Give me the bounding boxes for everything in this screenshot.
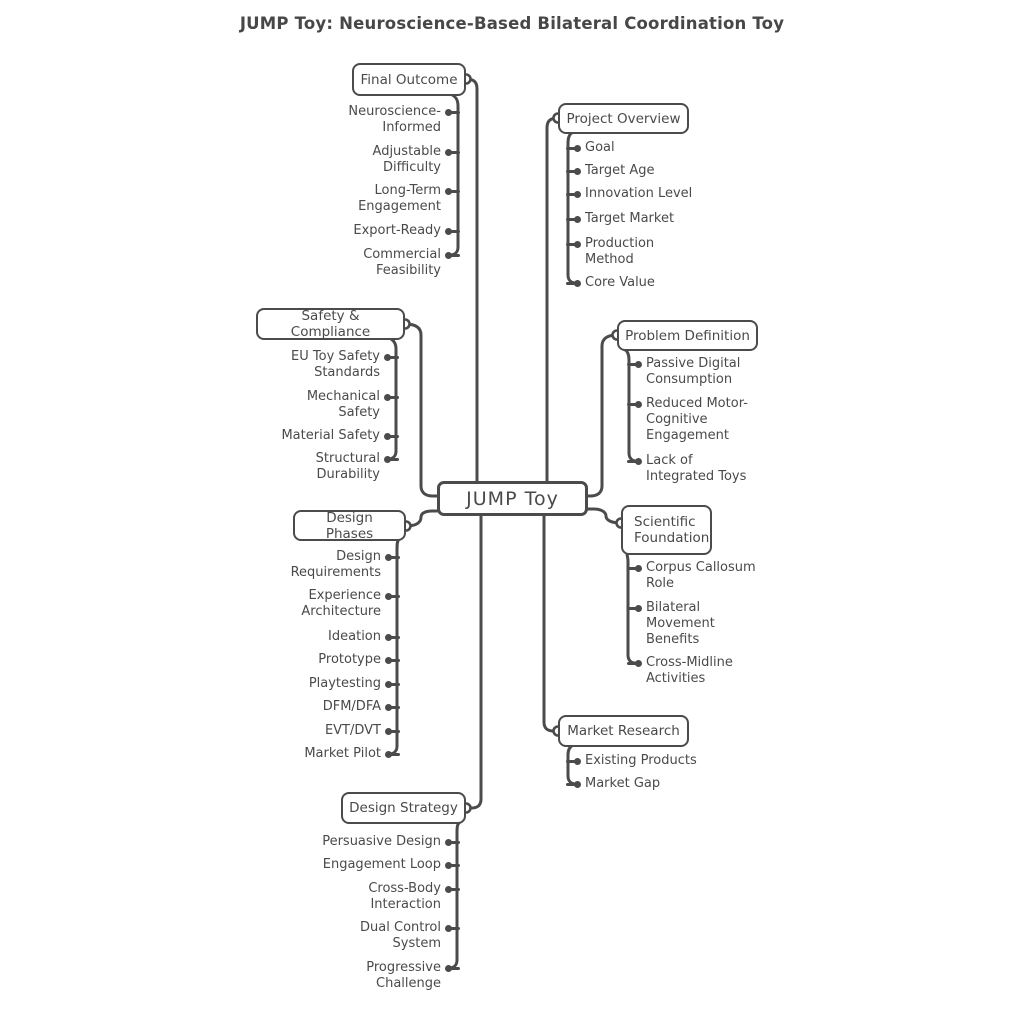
bullet-dot <box>566 193 577 196</box>
spine-market-research <box>568 745 576 784</box>
bullet-dot <box>566 243 577 246</box>
bullet-dot <box>449 230 460 233</box>
bullet-dot <box>449 190 460 193</box>
leaf-structural-durability[interactable]: Structural Durability <box>295 451 380 483</box>
leaf-playtesting[interactable]: Playtesting <box>309 676 381 692</box>
connector-design-strategy <box>466 516 481 808</box>
branch-design-phases[interactable] <box>293 510 406 541</box>
leaf-eu-toy-safety-standards[interactable]: EU Toy Safety Standards <box>280 349 380 381</box>
bullet-dot <box>449 864 460 867</box>
bullet-dot <box>627 403 638 406</box>
bullet-dot <box>449 841 460 844</box>
leaf-market-gap[interactable]: Market Gap <box>585 776 660 792</box>
leaf-prototype[interactable]: Prototype <box>318 652 381 668</box>
bullet-dot <box>449 151 460 154</box>
leaf-persuasive-design[interactable]: Persuasive Design <box>322 834 441 850</box>
bullet-dot <box>566 783 577 786</box>
leaf-goal[interactable]: Goal <box>585 140 615 156</box>
leaf-dfm-dfa[interactable]: DFM/DFA <box>323 699 381 715</box>
branch-problem-definition[interactable] <box>617 320 758 351</box>
branch-design-phases-label: Design Phases <box>325 509 374 542</box>
bullet-dot <box>388 435 399 438</box>
leaf-commercial-feasibility[interactable]: Commercial Feasibility <box>346 247 441 279</box>
leaf-mechanical-safety[interactable]: Mechanical Safety <box>290 389 380 421</box>
bullet-dot <box>449 927 460 930</box>
bullet-dot <box>389 730 400 733</box>
bullet-dot <box>389 636 400 639</box>
bullet-dot <box>627 607 638 610</box>
leaf-progressive-challenge[interactable]: Progressive Challenge <box>351 960 441 992</box>
leaf-lack-of-integrated-toys[interactable]: Lack of Integrated Toys <box>646 453 751 485</box>
branch-market-research-label: Market Research <box>567 723 680 739</box>
leaf-adjustable-difficulty[interactable]: Adjustable Difficulty <box>346 144 441 176</box>
leaf-bilateral-movement-benefits[interactable]: Bilateral Movement Benefits <box>646 600 726 648</box>
branch-project-overview[interactable] <box>558 103 689 134</box>
connector-market-research <box>544 516 558 731</box>
bullet-dot <box>388 356 399 359</box>
connector-project-overview <box>547 118 558 481</box>
spine-project-overview <box>568 132 576 283</box>
bullet-dot <box>566 147 577 150</box>
bullet-dot <box>627 662 638 665</box>
branch-market-research[interactable] <box>558 715 689 747</box>
leaf-target-age[interactable]: Target Age <box>585 163 655 179</box>
bullet-dot <box>566 760 577 763</box>
bullet-dot <box>388 396 399 399</box>
leaf-corpus-callosum-role[interactable]: Corpus Callosum Role <box>646 560 768 592</box>
bullet-dot <box>389 659 400 662</box>
bullet-dot <box>627 460 638 463</box>
branch-safety-compliance-label: Safety & Compliance <box>290 308 371 340</box>
node-jump-toy-label: JUMP Toy <box>466 487 559 510</box>
bullet-dot <box>389 556 400 559</box>
branch-safety-compliance[interactable] <box>256 308 405 340</box>
page-title: JUMP Toy: Neuroscience-Based Bilateral Coordination Toy <box>239 14 785 33</box>
bullet-dot <box>449 111 460 114</box>
bullet-dot <box>389 753 400 756</box>
branch-problem-definition-label: Problem Definition <box>625 327 750 344</box>
spine-design-phases <box>389 539 399 754</box>
leaf-evt-dvt[interactable]: EVT/DVT <box>325 723 381 739</box>
bullet-dot <box>389 595 400 598</box>
bullet-dot <box>566 218 577 221</box>
leaf-core-value[interactable]: Core Value <box>585 275 655 291</box>
connector-final-outcome <box>466 79 477 481</box>
node-jump-toy[interactable] <box>437 481 588 516</box>
leaf-design-requirements[interactable]: Design Requirements <box>276 549 381 581</box>
bullet-dot <box>449 888 460 891</box>
leaf-innovation-level[interactable]: Innovation Level <box>585 186 692 202</box>
leaf-long-term-engagement[interactable]: Long-Term Engagement <box>346 183 441 215</box>
leaf-dual-control-system[interactable]: Dual Control System <box>351 920 441 952</box>
connector-safety-compliance <box>405 324 437 496</box>
bullet-dot <box>449 967 460 970</box>
leaf-passive-digital-consumption[interactable]: Passive Digital Consumption <box>646 356 758 388</box>
leaf-material-safety[interactable]: Material Safety <box>281 428 380 444</box>
leaf-experience-architecture[interactable]: Experience Architecture <box>281 588 381 620</box>
bullet-dot <box>566 282 577 285</box>
branch-project-overview-label: Project Overview <box>566 110 681 127</box>
leaf-ideation[interactable]: Ideation <box>328 629 381 645</box>
leaf-neuroscience-informed[interactable]: Neuroscience-Informed <box>329 104 441 136</box>
bullet-dot <box>389 706 400 709</box>
connector-problem-definition <box>588 335 617 496</box>
branch-final-outcome[interactable] <box>352 63 466 96</box>
branch-scientific-foundation[interactable] <box>621 505 712 555</box>
leaf-existing-products[interactable]: Existing Products <box>585 753 697 769</box>
bullet-dot <box>449 254 460 257</box>
branch-design-strategy-label: Design Strategy <box>349 800 458 816</box>
leaf-export-ready[interactable]: Export-Ready <box>353 223 441 239</box>
leaf-cross-midline-activities[interactable]: Cross-Midline Activities <box>646 655 751 687</box>
leaf-engagement-loop[interactable]: Engagement Loop <box>323 857 441 873</box>
leaf-cross-body-interaction[interactable]: Cross-Body Interaction <box>351 881 441 913</box>
leaf-market-pilot[interactable]: Market Pilot <box>304 746 381 762</box>
leaf-target-market[interactable]: Target Market <box>585 211 674 227</box>
bullet-dot <box>566 170 577 173</box>
bullet-dot <box>389 683 400 686</box>
bullet-dot <box>627 363 638 366</box>
branch-design-strategy[interactable] <box>341 792 466 824</box>
bullet-dot <box>627 567 638 570</box>
leaf-production-method[interactable]: Production Method <box>585 236 670 268</box>
bullet-dot <box>388 458 399 461</box>
branch-final-outcome-label: Final Outcome <box>360 71 458 88</box>
leaf-reduced-motor-cognitive-engagement[interactable]: Reduced Motor-Cognitive Engagement <box>646 396 764 444</box>
branch-scientific-foundation-label: Scientific Foundation <box>634 514 710 546</box>
